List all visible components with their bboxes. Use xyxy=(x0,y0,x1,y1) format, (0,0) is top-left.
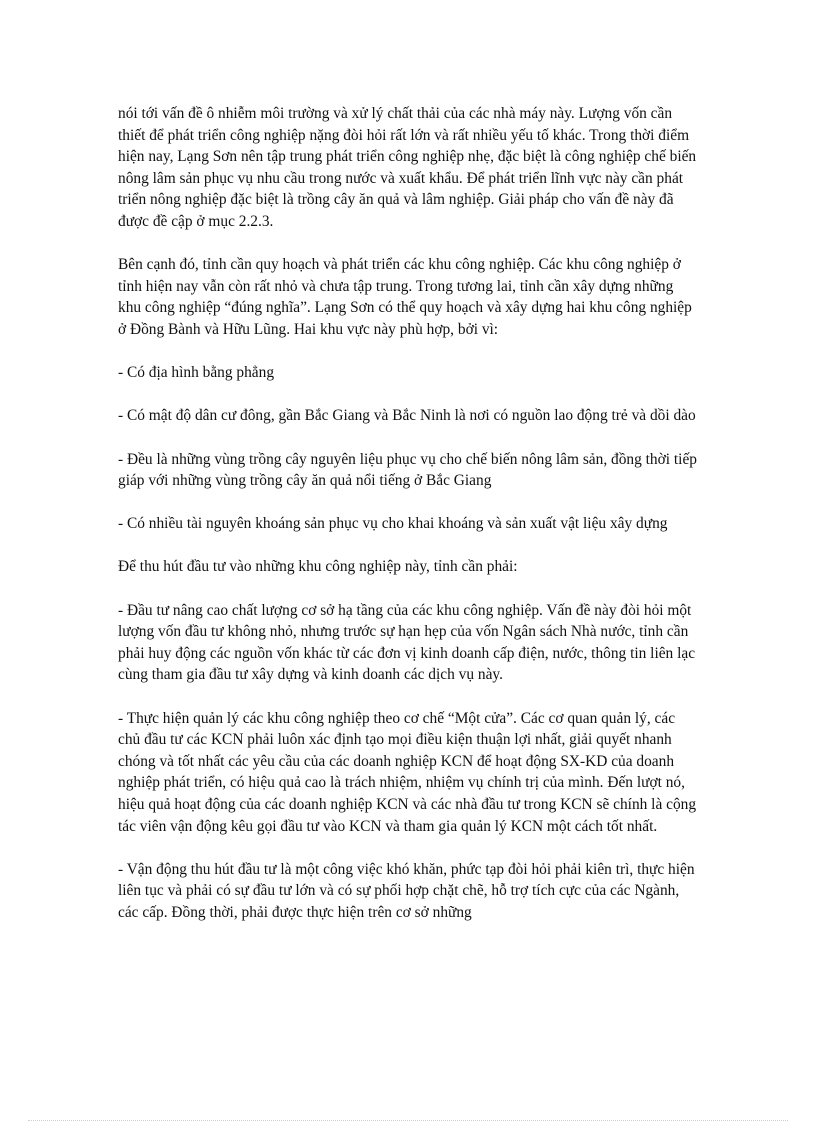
list-item-terrain: - Có địa hình bằng phẳng xyxy=(118,364,275,382)
page-bottom-divider xyxy=(28,1120,788,1121)
paragraph-industry-intro: nói tới vấn đề ô nhiễm môi trường và xử lý chất thải của các nhà máy này. Lượng vốn cần thiết để phát triển công nghiệp nặng đòi hỏi rất lớn và rất nhiều yếu tố khác. Trong thời điểm hiện nay, Lạng Sơn nên tập trung phát triển công nghiệp nhẹ, đặc biệt là công nghiệp chế biến nông lâm sản phục vụ nhu cầu trong nước và xuất khẩu. Để phát triển lĩnh vực này cần phát triển nông nghiệp đặc biệt là trồng cây ăn quả và lâm nghiệp. Giải pháp cho vấn đề này đã được đề cập ở mục 2.2.3. xyxy=(118,105,697,230)
document-page xyxy=(118,103,698,945)
list-item-raw-materials: - Đều là những vùng trồng cây nguyên liệu phục vụ cho chế biến nông lâm sản, đồng thời tiếp giáp với những vùng trồng cây ăn quả nổi tiếng ở Bắc Giang xyxy=(118,450,697,490)
paragraph-industrial-zones: Bên cạnh đó, tỉnh cần quy hoạch và phát triển các khu công nghiệp. Các khu công nghiệp ở tỉnh hiện nay vẫn còn rất nhỏ và chưa tập trung. Trong tương lai, tỉnh cần xây dựng những khu công nghiệp “đúng nghĩa”. Lạng Sơn có thể quy hoạch và xây dựng hai khu công nghiệp ở Đồng Bành và Hữu Lũng. Hai khu vực này phù hợp, bởi vì: xyxy=(118,256,692,338)
list-item-infrastructure: - Đầu tư nâng cao chất lượng cơ sở hạ tầng của các khu công nghiệp. Vấn đề này đòi hỏi một lượng vốn đầu tư không nhỏ, nhưng trước sự hạn hẹp của vốn Ngân sách Nhà nước, tỉnh cần phải huy động các nguồn vốn khác từ các đơn vị kinh doanh cấp điện, nước, thông tin liên lạc cùng tham gia đầu tư xây dựng và kinh doanh các dịch vụ này. xyxy=(118,601,696,684)
list-item-population: - Có mật độ dân cư đông, gần Bắc Giang và Bắc Ninh là nơi có nguồn lao động trẻ và dồi dào xyxy=(118,407,696,425)
paragraph-attract-investment: Để thu hút đầu tư vào những khu công nghiệp này, tỉnh cần phải: xyxy=(118,558,518,576)
list-item-investment-promotion: - Vận động thu hút đầu tư là một công việc khó khăn, phức tạp đòi hỏi phải kiên trì, thực hiện liên tục và phải có sự đầu tư lớn và có sự phối hợp chặt chẽ, hỗ trợ tích cực của các Ngành, các cấp. Đồng thời, phải được thực hiện trên cơ sở những xyxy=(118,860,695,921)
list-item-minerals: - Có nhiều tài nguyên khoáng sản phục vụ cho khai khoáng và sản xuất vật liệu xây dựng xyxy=(118,515,668,533)
list-item-one-stop-shop: - Thực hiện quản lý các khu công nghiệp theo cơ chế “Một cửa”. Các cơ quan quản lý, các chủ đầu tư các KCN phải luôn xác định tạo mọi điều kiện thuận lợi nhất, giải quyết nhanh chóng và tốt nhất các yêu cầu của các doanh nghiệp KCN để hoạt động SX-KD của doanh nghiệp phát triển, có hiệu quả cao là trách nhiệm, nhiệm vụ chính trị của mình. Đến lượt nó, hiệu quả hoạt động của các doanh nghiệp KCN và các nhà đầu tư trong KCN sẽ chính là cộng tác viên vận động kêu gọi đầu tư vào KCN và tham gia quản lý KCN một cách tốt nhất. xyxy=(118,709,697,835)
